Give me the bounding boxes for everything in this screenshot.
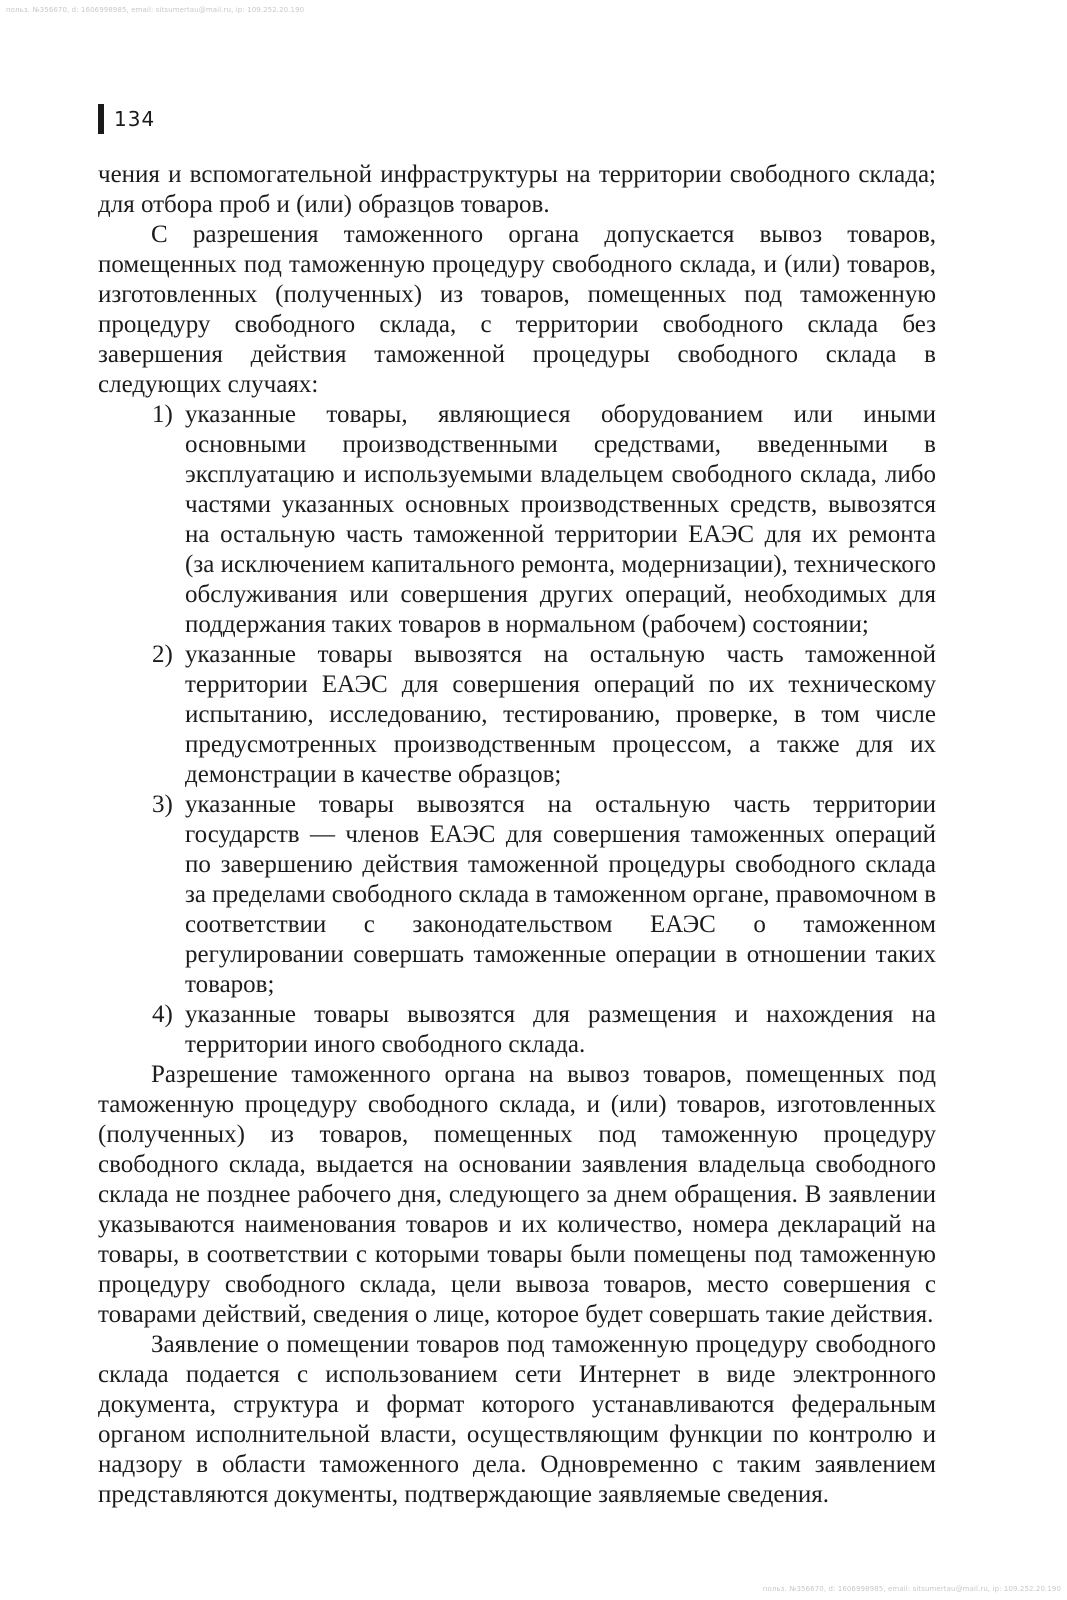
list-item-text: указанные товары вывозятся на остальную часть территории государств — членов ЕАЭС для совершения таможенных операций по завершению действия таможенной процедуры свободного склада за пределами свободного склада в таможенном органе, правомочном в соответствии с законодательством ЕАЭС о таможенном регулировании совершать таможенные операции в отношении таких товаров; [185, 791, 936, 998]
list-item [98, 790, 936, 1000]
watermark-top: польз. №356670, d: 1606998985, email: sitsumertau@mail.ru, ip: 109.252.20.190 [6, 6, 305, 14]
list-item-number: 4) [152, 1001, 173, 1028]
list-item-number: 2) [152, 641, 173, 668]
paragraph-permission-application: Разрешение таможенного органа на вывоз товаров, помещенных под таможенную процедуру свободного склада, и (или) товаров, изготовленных (полученных) из товаров, помещенных под таможенную процедуру свободного склада, выдается на основании заявления владельца свободного склада не позднее рабочего дня, следующего за днем обращения. В заявлении указываются наименования товаров и их количество, номера деклараций на товары, в соответствии с которыми товары были помещены под таможенную процедуру свободного склада, цели вывоза товаров, место совершения с товарами действий, сведения о лице, которое будет совершать такие действия. [98, 1061, 936, 1328]
paragraph-removal-permission: С разрешения таможенного органа допускается вывоз товаров, помещенных под таможенную процедуру свободного склада, и (или) товаров, изготовленных (полученных) из товаров, помещенных под таможенную процедуру свободного склада, с территории свободного склада без завершения действия таможенной процедуры свободного склада в следующих случаях: [98, 221, 936, 398]
paragraph-continuation: чения и вспомогательной инфраструктуры на территории свободного склада; для отбора проб и (или) образцов товаров. [98, 161, 936, 218]
list-item-text: указанные товары вывозятся для размещения и нахождения на территории иного свободного склада. [185, 1001, 936, 1058]
watermark-bottom: польз. №356670, d: 1606998985, email: sitsumertau@mail.ru, ip: 109.252.20.190 [762, 1585, 1061, 1593]
page-header [98, 104, 155, 134]
list-item [98, 1000, 936, 1060]
paragraph-electronic-application: Заявление о помещении товаров под таможенную процедуру свободного склада подается с использованием сети Интернет в виде электронного документа, структура и формат которого устанавливаются федеральным органом исполнительной власти, осуществляющим функции по контролю и надзору в области таможенного дела. Одновременно с таким заявлением представляются документы, подтверждающие заявляемые сведения. [98, 1331, 936, 1508]
list-item-number: 3) [152, 791, 173, 818]
removal-cases-list [98, 400, 936, 1060]
page-number: 134 [114, 107, 156, 131]
list-item-number: 1) [152, 401, 173, 428]
list-item-text: указанные товары вывозятся на остальную часть таможенной территории ЕАЭС для совершения операций по их техническому испытанию, исследованию, тестированию, проверке, в том числе предусмотренных производственным процессом, а также для их демонстрации в качестве образцов; [185, 641, 936, 788]
page-body [98, 160, 936, 1510]
list-item-text: указанные товары, являющиеся оборудованием или иными основными производственными средствами, введенными в эксплуатацию и используемыми владельцем свободного склада, либо частями указанных основных производственных средств, вывозятся на остальную часть таможенной территории ЕАЭС для их ремонта (за исключением капитального ремонта, модернизации), технического обслуживания или совершения других операций, необходимых для поддержания таких товаров в нормальном (рабочем) состоянии; [185, 401, 936, 638]
list-item [98, 400, 936, 640]
list-item [98, 640, 936, 790]
page-number-bar [98, 104, 104, 134]
